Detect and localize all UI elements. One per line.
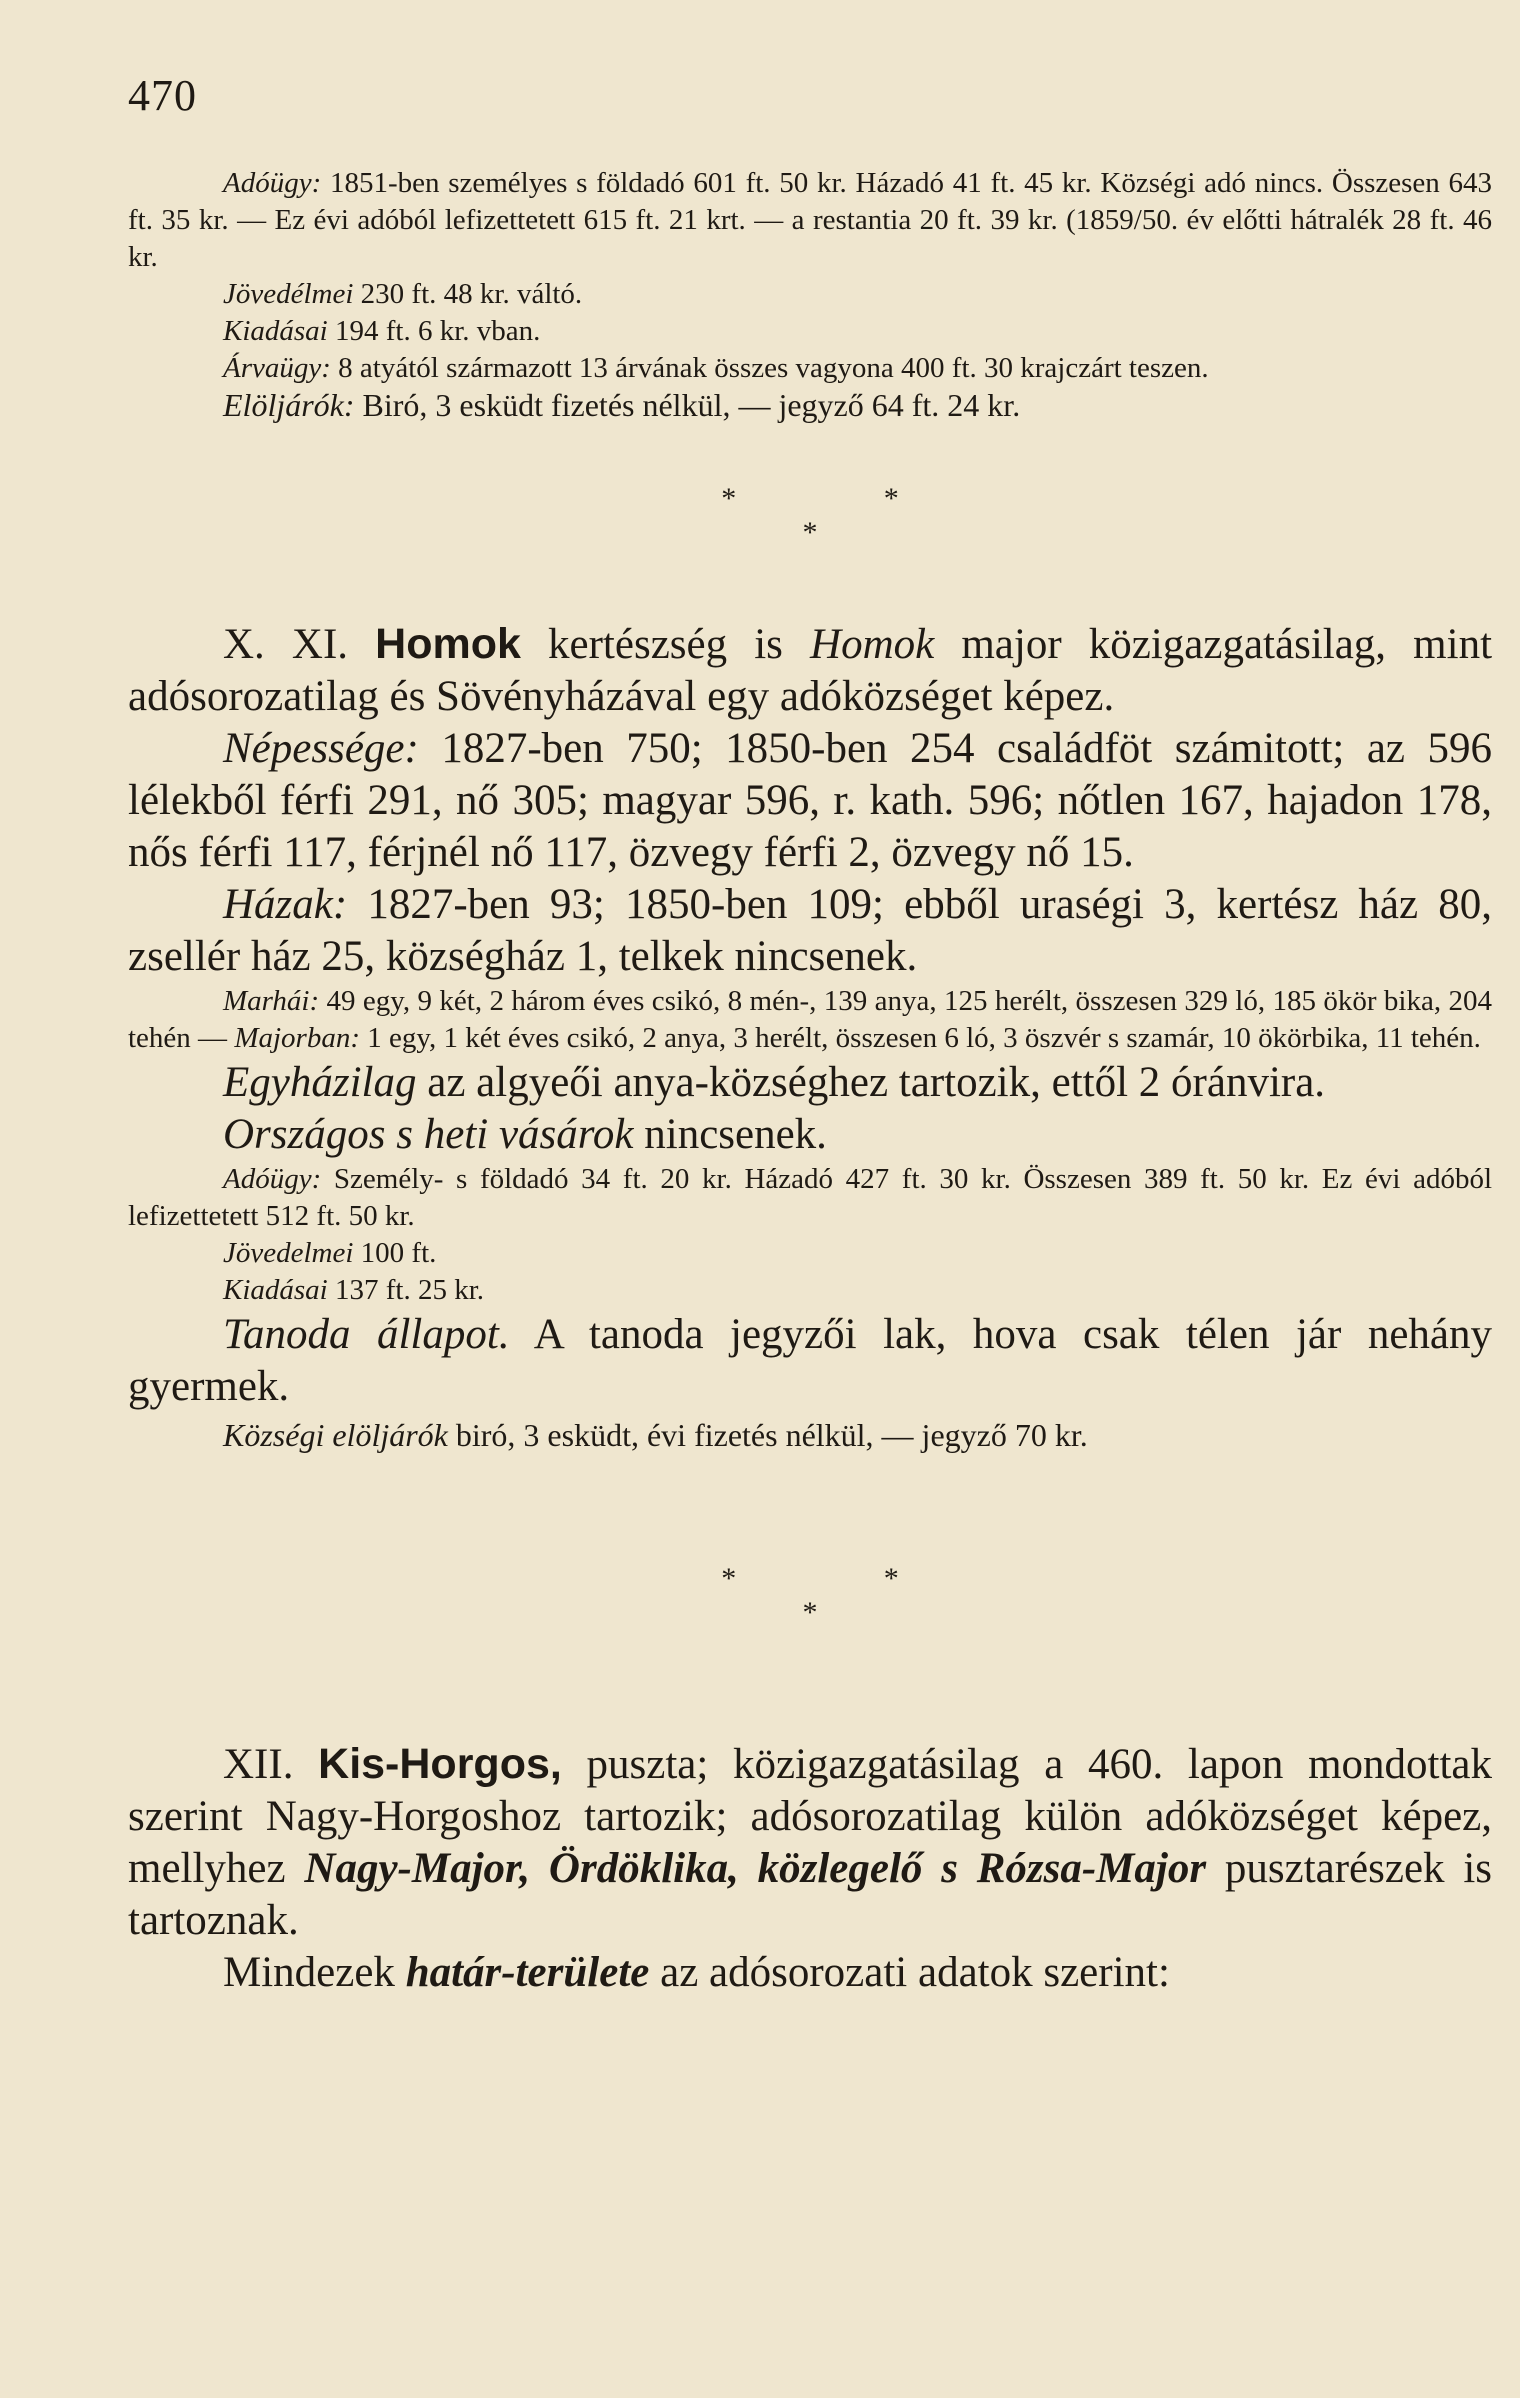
kis-horgos-text-b: pusztarészek is tartoznak. xyxy=(128,1845,1492,1944)
tax-paragraph xyxy=(128,165,1492,276)
homok-expense-text: 137 ft. 25 kr. xyxy=(335,1274,485,1306)
population-paragraph xyxy=(128,723,1492,879)
homok-income-paragraph xyxy=(128,1235,1492,1272)
income-paragraph xyxy=(128,276,1492,313)
homok-tax-text: Személy- s földadó 34 ft. 20 kr. Házadó 427 ft. 30 kr. Összesen 389 ft. 50 kr. Ez évi adóból lefizettetett 512 ft. 50 kr. xyxy=(128,1163,1493,1232)
livestock-label: Marhái: xyxy=(223,985,320,1017)
homok-income-text: 100 ft. xyxy=(360,1237,437,1269)
homok-intro-italic: Homok xyxy=(810,621,935,668)
homok-tax-paragraph xyxy=(128,1161,1492,1235)
divider2-stars-top: * * xyxy=(721,1562,969,1595)
homok-intro-text-a: kertészség is xyxy=(548,621,783,668)
church-label: Egyházilag xyxy=(223,1059,417,1106)
kis-horgos-places: Nagy-Major, Ördöklika, közlegelő s Rózsa-Major xyxy=(304,1845,1207,1892)
expense-paragraph xyxy=(128,313,1492,350)
officials-text: Biró, 3 esküdt fizetés nélkül, — jegyző 64 ft. 24 kr. xyxy=(362,387,1021,423)
kis-horgos-area-italic: határ-területe xyxy=(405,1949,650,1996)
houses-paragraph xyxy=(128,879,1492,983)
kis-horgos-numeral: XII. xyxy=(223,1741,294,1788)
kis-horgos-intro xyxy=(128,1738,1492,1947)
homok-intro-text-b: major közigazgatásilag, mint adósorozatilag és Sövényházával egy adóközséget képez. xyxy=(128,621,1493,720)
section-previous-village xyxy=(128,165,1492,424)
homok-tax-label: Adóügy: xyxy=(223,1163,322,1195)
homok-numeral: X. XI. xyxy=(223,621,349,668)
officials-label: Elöljárók: xyxy=(223,387,355,423)
expense-label: Kiadásai xyxy=(223,315,328,347)
homok-officials-text: biró, 3 esküdt, évi fizetés nélkül, — jegyző 70 kr. xyxy=(455,1417,1088,1453)
livestock-text-a: 49 egy, 9 két, 2 három éves csikó, 8 mén-, 139 anya, 125 herélt, összesen 329 ló, 185 ökör bika, 204 tehén — xyxy=(128,985,1492,1054)
population-text: 1827-ben 750; 1850-ben 254 családföt számitott; az 596 lélekből férfi 291, nő 305; magyar 596, r. kath. 596; nőtlen 167, hajadon 178, nős férfi 117, férjnél nő 117, özvegy férfi 2, özvegy nő 15. xyxy=(128,725,1493,876)
livestock-paragraph xyxy=(128,983,1492,1057)
markets-label: Országos s heti vásárok xyxy=(223,1111,634,1158)
church-text: az algyeői anya-községhez tartozik, ettől 2 óránvira. xyxy=(427,1059,1326,1106)
homok-expense-label: Kiadásai xyxy=(223,1274,328,1306)
school-text: A tanoda jegyzői lak, hova csak télen jár nehány gyermek. xyxy=(128,1311,1492,1410)
school-paragraph xyxy=(128,1309,1492,1413)
houses-text: 1827-ben 93; 1850-ben 109; ebből uraségi 3, kertész ház 80, zsellér ház 25, községház 1, telkek nincsenek. xyxy=(128,881,1493,980)
income-text: 230 ft. 48 kr. váltó. xyxy=(360,278,583,310)
school-label: Tanoda állapot. xyxy=(223,1311,510,1358)
kis-horgos-title: Kis-Horgos, xyxy=(318,1740,562,1788)
expense-text: 194 ft. 6 kr. vban. xyxy=(335,315,541,347)
homok-officials-label: Községi elöljárók xyxy=(223,1417,448,1453)
orphan-text: 8 atyától származott 13 árvának összes vagyona 400 ft. 30 krajczárt teszen. xyxy=(338,352,1209,384)
homok-officials-paragraph xyxy=(128,1417,1492,1454)
population-label: Népessége: xyxy=(223,725,419,772)
tax-text: 1851-ben személyes s földadó 601 ft. 50 kr. Házadó 41 ft. 45 kr. Községi adó nincs. Összesen 643 ft. 35 kr. — Ez évi adóból lefizettetett 615 ft. 21 krt. — a restantia 20 ft. 39 kr. (1859/50. év előtti hátralék 28 ft. 46 kr. xyxy=(128,167,1493,273)
houses-label: Házak: xyxy=(223,881,348,928)
page-number: 470 xyxy=(128,71,197,120)
kis-horgos-area-b: az adósorozati adatok szerint: xyxy=(660,1949,1170,1996)
homok-expense-paragraph xyxy=(128,1272,1492,1309)
section-divider-stars xyxy=(128,484,1492,548)
orphan-label: Árvaügy: xyxy=(223,352,331,384)
orphan-paragraph xyxy=(128,350,1492,387)
homok-intro xyxy=(128,618,1492,723)
divider2-stars-bottom: * xyxy=(802,1596,818,1629)
livestock-text-b: 1 egy, 1 két éves csikó, 2 anya, 3 herélt, összesen 6 ló, 3 öszvér s szamár, 10 ökörbika, 11 tehén. xyxy=(367,1022,1481,1054)
homok-income-label: Jövedelmei xyxy=(223,1237,354,1269)
homok-title: Homok xyxy=(375,620,521,668)
farm-label: Majorban: xyxy=(234,1022,360,1054)
section-homok xyxy=(128,618,1492,1454)
kis-horgos-area xyxy=(128,1947,1492,1999)
divider-stars-top: * * xyxy=(721,482,969,515)
kis-horgos-text-a: puszta; közigazgatásilag a 460. lapon mondottak szerint Nagy-Horgoshoz tartozik; adósorozatilag külön adóközséget képez, mellyhez xyxy=(128,1741,1493,1892)
markets-text: nincsenek. xyxy=(644,1111,827,1158)
income-label: Jövedélmei xyxy=(223,278,354,310)
divider-stars-bottom: * xyxy=(802,516,818,549)
kis-horgos-area-a: Mindezek xyxy=(223,1949,395,1996)
section-kis-horgos xyxy=(128,1738,1492,1999)
section-divider-stars-2 xyxy=(128,1564,1492,1628)
tax-label: Adóügy: xyxy=(223,167,322,199)
officials-paragraph xyxy=(128,387,1492,424)
markets-paragraph xyxy=(128,1109,1492,1161)
church-paragraph xyxy=(128,1057,1492,1109)
